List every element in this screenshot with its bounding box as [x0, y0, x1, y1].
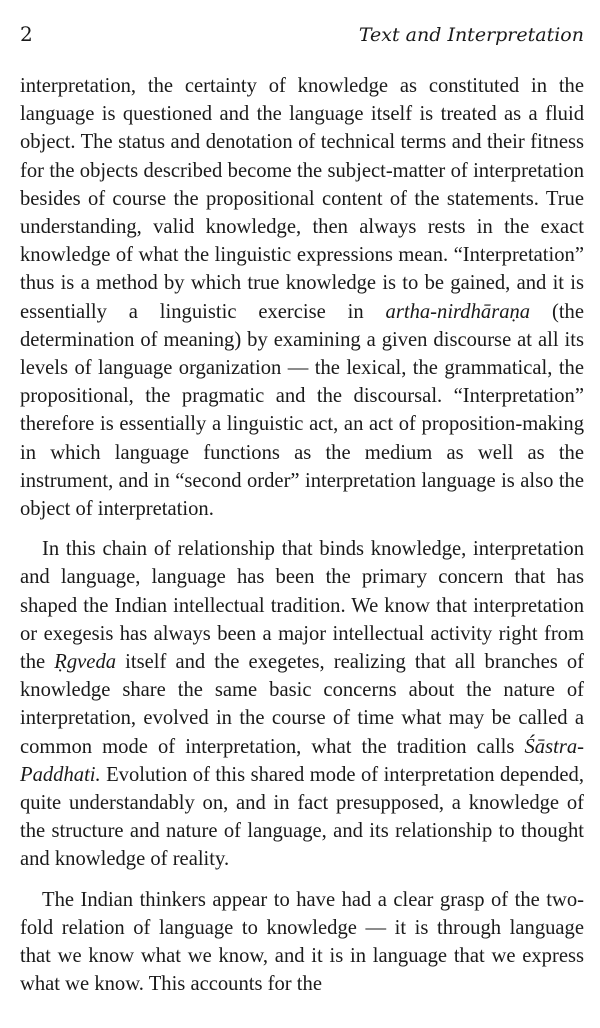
- text-segment: The Indian thinkers appear to have had a clear grasp of the two-fold relation of language to knowledge — it is through language that we know what we know, and it is in language that we express what we know. This accounts for the: [20, 888, 584, 996]
- paragraph-2: [20, 535, 584, 873]
- italic-term-rgveda: Ṛgveda: [54, 651, 117, 674]
- paragraph-3: [20, 886, 584, 999]
- text-segment: (the determination of meaning) by examining a given discourse at all its levels of language organization — the lexical, the grammatical, the propositional, the pragmatic and the discoursal. “Interpretation” therefore is essentially a linguistic act, an act of proposition-making in which language functions as the medium as well as the instrument, and in “second order” interpretation language is also the object of interpretation.: [20, 300, 584, 521]
- paragraph-1: [20, 72, 584, 523]
- text-segment: itself and the exegetes, realizing that all branches of knowledge share the same basic concerns about the nature of interpretation, evolved in the course of time what may be called a common mode of interpretation, what the tradition calls: [20, 651, 584, 758]
- text-segment: interpretation, the certainty of knowledge as constituted in the language is questioned and the language itself is treated as a fluid object. The status and denotation of technical terms and their fitness for the objects described become the subject-matter of interpretation besides of course the propositional content of the statements. True understanding, valid knowledge, then always rests in the exact knowledge of what the linguistic expressions mean. “Interpretation” thus is a method by which true knowledge is to be gained, and it is essentially a linguistic exercise in: [20, 75, 584, 323]
- running-title: Text and Interpretation: [358, 24, 584, 46]
- body-text: [20, 72, 584, 999]
- page-header: [20, 22, 584, 52]
- text-segment: Evolution of this shared mode of interpretation depended, quite understandably on, and in fact presupposed, a knowledge of the structure and nature of language, and its relationship to thought and knowledge of reality.: [20, 763, 584, 871]
- italic-term-artha-nirdharana: artha-nirdhāraṇa: [385, 300, 531, 323]
- italic-term-sastra-paddhati: Śāstra-Paddhati.: [20, 735, 584, 786]
- page-number: 2: [20, 22, 33, 46]
- text-segment: In this chain of relationship that binds knowledge, interpretation and language, language has been the primary concern that has shaped the Indian intellectual tradition. We know that interpretation or exegesis has always been a major intellectual activity right from the: [20, 538, 584, 674]
